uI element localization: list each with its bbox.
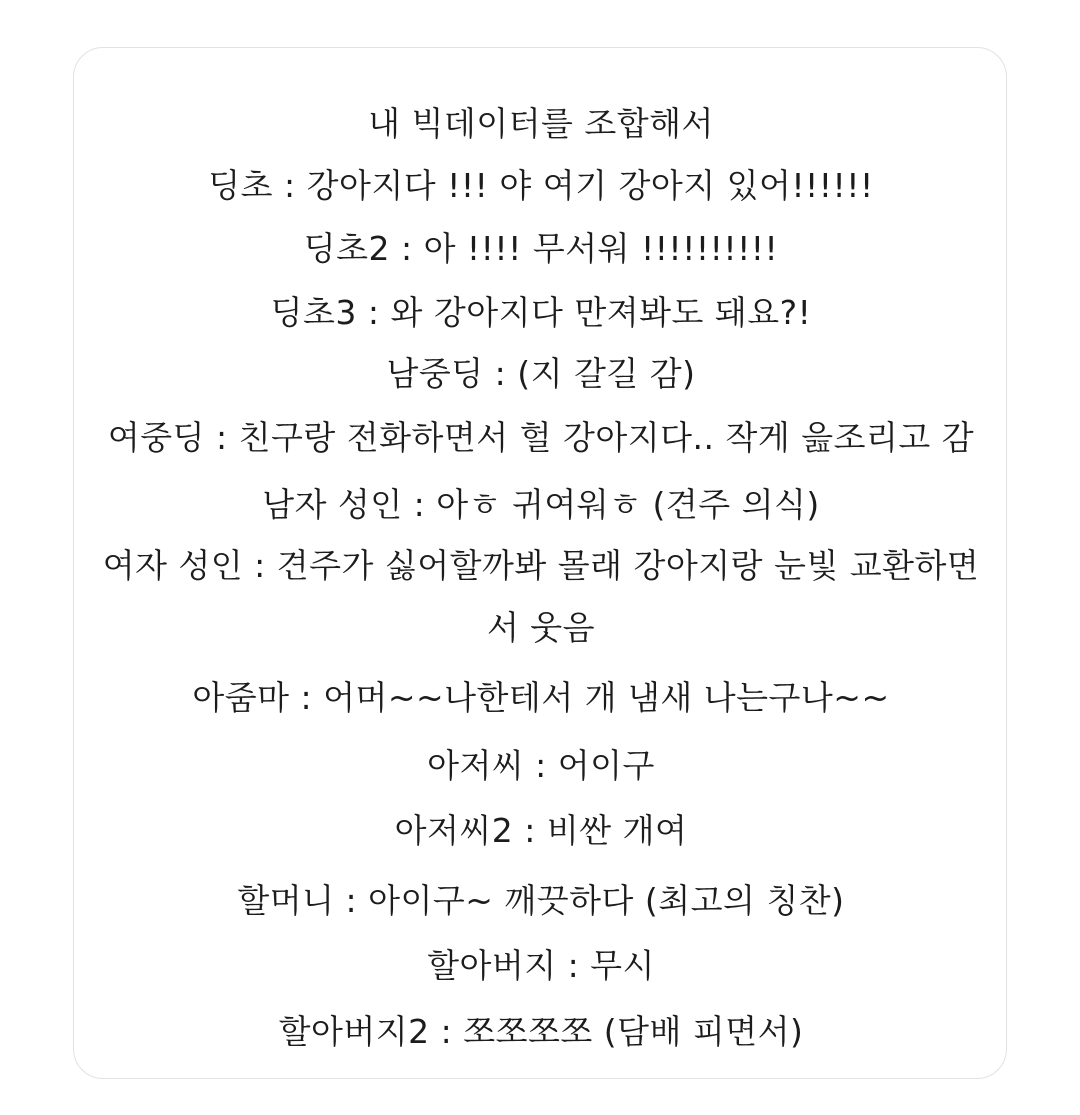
text-line-grandpa: 할아버지 : 무시: [427, 946, 655, 985]
text-line-intro: 내 빅데이터를 조합해서: [368, 104, 714, 143]
text-line-ajeossi-2: 아저씨2 : 비싼 개여: [394, 811, 688, 850]
text-line-adult-woman: 여자 성인 : 견주가 싫어할까봐 몰래 강아지랑 눈빛 교환하면: [102, 546, 980, 585]
text-line-adult-woman-cont: 서 웃음: [486, 608, 596, 647]
text-line-grandma: 할머니 : 아이구~ 깨끗하다 (최고의 칭찬): [237, 881, 845, 920]
post-card: [73, 47, 1007, 1079]
text-line-ajeossi: 아저씨 : 어이구: [427, 746, 655, 785]
text-line-elementary-kid-2: 딩초2 : 아 !!!! 무서워 !!!!!!!!!!: [303, 229, 779, 268]
text-line-middle-school-boy: 남중딩 : (지 갈길 감): [386, 354, 696, 393]
text-line-elementary-kid-1: 딩초 : 강아지다 !!! 야 여기 강아지 있어!!!!!!: [208, 166, 874, 205]
text-line-middle-school-girl: 여중딩 : 친구랑 전화하면서 헐 강아지다.. 작게 읊조리고 감: [107, 418, 975, 457]
text-line-grandpa-2: 할아버지2 : 쪼쪼쪼쪼 (담배 피면서): [278, 1012, 804, 1051]
text-line-elementary-kid-3: 딩초3 : 와 강아지다 만져봐도 돼요?!: [270, 293, 812, 332]
text-line-adult-man: 남자 성인 : 아ㅎ 귀여워ㅎ (견주 의식): [262, 485, 820, 524]
text-line-ajumma: 아줌마 : 어머~~나한테서 개 냄새 나는구나~~: [192, 678, 890, 717]
